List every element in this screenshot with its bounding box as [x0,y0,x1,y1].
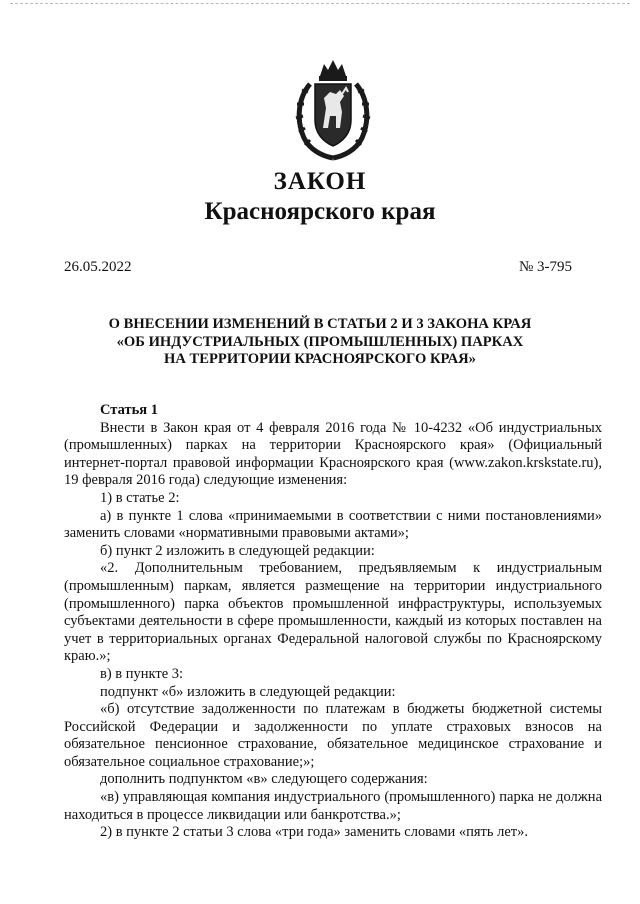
document-number: № 3-795 [518,259,572,275]
paragraph-item-1: 1) в статье 2: [100,489,180,506]
paragraph-quote-v: «в) управляющая компания индустриального (промышленного) парка не должна находиться в процессе ликвидации или банкротства.»; [64,789,602,823]
document-subtitle: Красноярского края [204,198,436,225]
law-body [64,402,602,842]
paragraph-quote-b: «б) отсутствие задолженности по платежам в бюджеты бюджетной системы Российской Федерации и задолженности по уплате страховых взносов на обязательное пенсионное страхование, обязательное медицинское страхование и обязательное социальное страхование;»; [64,701,602,770]
heading-line-2: «ОБ ИНДУСТРИАЛЬНЫХ (ПРОМЫШЛЕННЫХ) ПАРКАХ [116,333,524,350]
paragraph-item-1v: в) в пункте 3: [100,665,184,682]
document-title: ЗАКОН [273,168,367,195]
coat-of-arms-icon [290,58,376,162]
paragraph-add-v: дополнить подпунктом «в» следующего содержания: [100,771,428,788]
paragraph-intro: Внести в Закон края от 4 февраля 2016 года № 10-4232 «Об индустриальных (промышленных) парках на территории Красноярского края» (Официальный интернет-портал правовой информации Красноярского края (www.zakon.krskstate.ru), 19 февраля 2016 года) следующие изменения: [64,419,602,489]
document-date: 26.05.2022 [64,259,132,275]
paragraph-subitem-b: подпункт «б» изложить в следующей редакции: [100,683,396,700]
scan-edge-line [10,3,630,5]
paragraph-quote-2: «2. Дополнительным требованием, предъявляемым к индустриальным (промышленным) паркам, является размещение на территории индустриального (промышленного) парка объектов промышленной инфраструктуры, используемых субъектами деятельности в сфере промышленности, каждый из которых поставлен на учет в территориальных органах Федеральной налоговой службы по Красноярскому краю.»; [64,560,602,665]
paragraph-item-1b: б) пункт 2 изложить в следующей редакции: [100,542,375,559]
heading-line-1: О ВНЕСЕНИИ ИЗМЕНЕНИЙ В СТАТЬИ 2 И 3 ЗАКОНА КРАЯ [108,316,532,332]
paragraph-item-1a: а) в пункте 1 слова «принимаемыми в соответствии с ними постановлениями» заменить словами «нормативными правовыми актами»; [64,507,602,542]
law-heading [60,316,580,369]
heading-line-3: НА ТЕРРИТОРИИ КРАСНОЯРСКОГО КРАЯ» [164,351,476,367]
article-title: Статья 1 [100,402,158,418]
paragraph-item-2: 2) в пункте 2 статьи 3 слова «три года» заменить словами «пять лет». [100,824,529,841]
